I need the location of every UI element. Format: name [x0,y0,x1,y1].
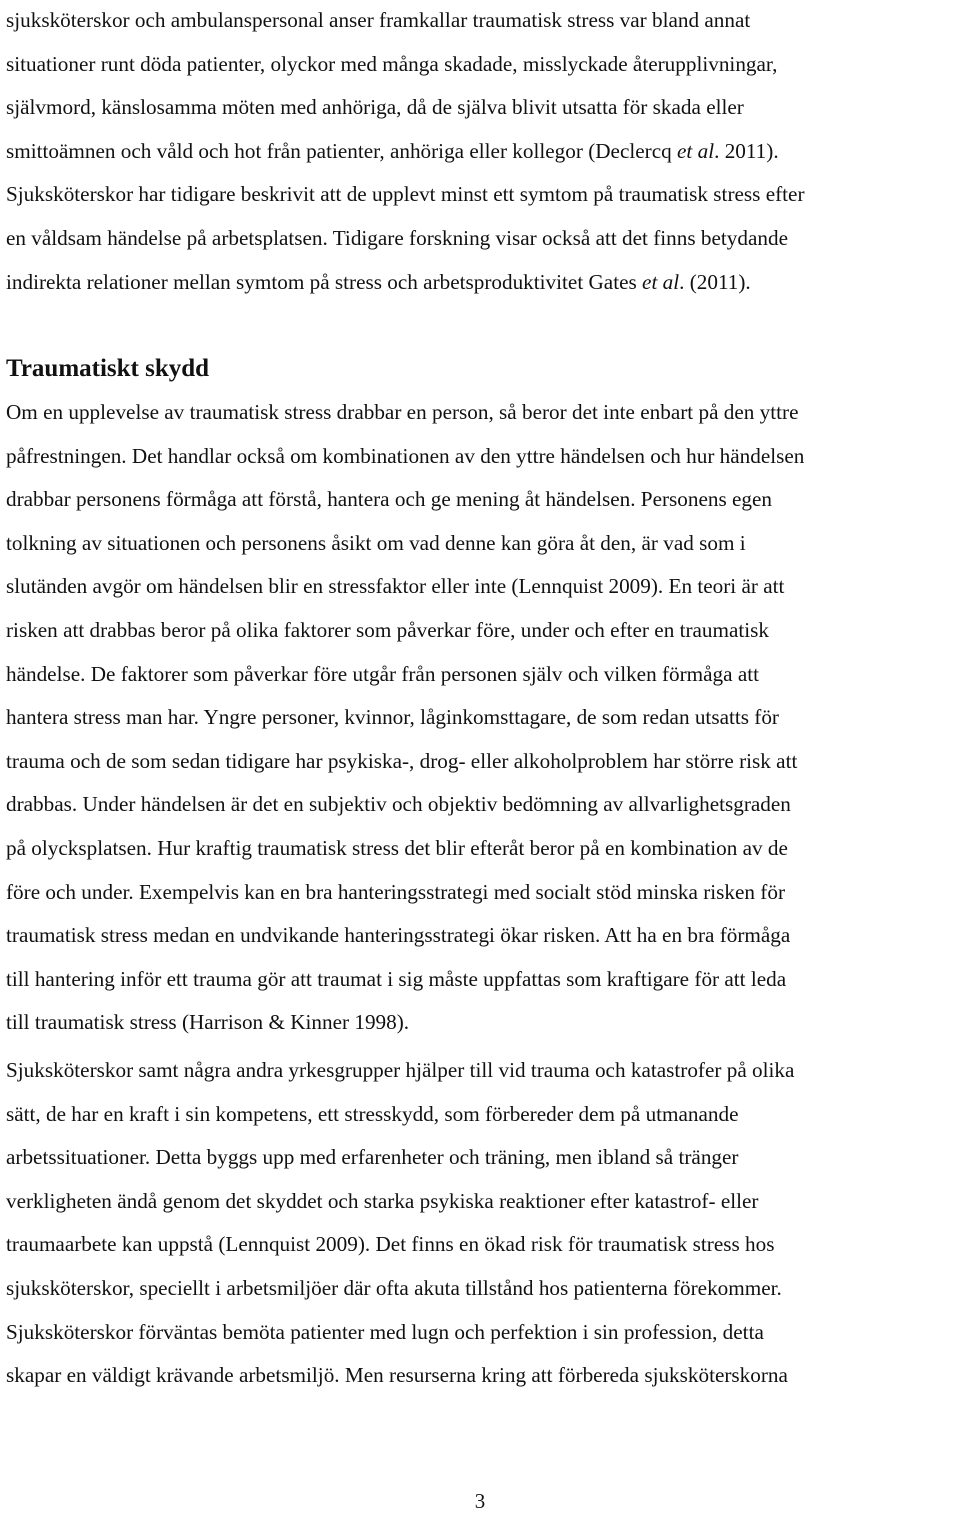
italic-citation: et al [642,269,680,294]
text-line: trauma och de som sedan tidigare har psykiska-, drog- eller alkoholproblem har större risk att [6,748,798,773]
text-line: risken att drabbas beror på olika faktorer som påverkar före, under och efter en traumatisk [6,617,770,642]
text-line: självmord, känslosamma möten med anhöriga, då de själva blivit utsatta för skada eller [6,95,744,120]
text-line: situationer runt döda patienter, olyckor med många skadade, misslyckade återupplivningar, [6,51,778,76]
text-line: på olycksplatsen. Hur kraftig traumatisk stress det blir efteråt beror på en kombination av de [6,835,788,860]
text-line: påfrestningen. Det handlar också om kombinationen av den yttre händelsen och hur händelsen [6,443,805,468]
page-number: 3 [474,1489,486,1513]
text-line: slutänden avgör om händelsen blir en stressfaktor eller inte (Lennquist 2009). En teori är att [6,574,785,599]
text-line: Sjuksköterskor förväntas bemöta patienter med lugn och perfektion i sin profession, detta [6,1319,764,1344]
italic-citation: et al [677,138,715,163]
text-line: en våldsam händelse på arbetsplatsen. Tidigare forskning visar också att det finns betydande [6,225,788,250]
text-line: sjuksköterskor och ambulanspersonal anser framkallar traumatisk stress var bland annat [6,8,751,32]
intro-paragraph [6,0,954,304]
text-line: drabbar personens förmåga att förstå, hantera och ge mening åt händelsen. Personens egen [6,487,772,512]
text-line: drabbas. Under händelsen är det en subjektiv och objektiv bedömning av allvarlighetsgraden [6,792,791,817]
text-line [6,130,954,174]
text-line: till traumatisk stress (Harrison & Kinner 1998). [6,1010,410,1035]
text-line: händelse. De faktorer som påverkar före utgår från personen själv och vilken förmåga att [6,661,760,686]
text-line: traumatisk stress medan en undvikande hanteringsstrategi ökar risken. Att ha en bra förmåga [6,923,791,948]
text-line: arbetssituationer. Detta byggs upp med erfarenheter och träning, men ibland så tränger [6,1145,739,1170]
text-segment: smittoämnen och våld och hot från patienter, anhöriga eller kollegor (Declercq [6,138,678,163]
section-heading: Traumatiskt skydd [6,355,210,382]
text-line: före och under. Exempelvis kan en bra hanteringsstrategi med socialt stöd minska risken för [6,879,786,904]
text-segment: . (2011). [679,269,751,294]
text-line: verkligheten ändå genom det skyddet och starka psykiska reaktioner efter katastrof- eller [6,1188,759,1213]
text-segment: indirekta relationer mellan symtom på stress och arbetsproduktivitet Gates [6,269,643,294]
text-line: tolkning av situationen och personens åsikt om vad denne kan göra åt den, är vad som i [6,530,746,555]
text-line: traumaarbete kan uppstå (Lennquist 2009). Det finns en ökad risk för traumatisk stress hos [6,1232,775,1257]
text-line: Sjuksköterskor har tidigare beskrivit att de upplevt minst ett symtom på traumatisk stress efter [6,182,805,207]
text-line [6,261,954,305]
text-line: skapar en väldigt krävande arbetsmiljö. Men resurserna kring att förbereda sjuksköterskorna [6,1363,788,1388]
text-segment: . 2011). [714,138,779,163]
text-line: Om en upplevelse av traumatisk stress drabbar en person, så beror det inte enbart på den yttre [6,400,799,424]
closing-paragraph [6,1049,954,1398]
section-paragraph [6,391,954,1045]
text-line: till hantering inför ett trauma gör att traumat i sig måste uppfattas som kraftigare för att leda [6,966,787,991]
text-line: Sjuksköterskor samt några andra yrkesgrupper hjälper till vid trauma och katastrofer på olika [6,1058,795,1082]
text-line: sjuksköterskor, speciellt i arbetsmiljöer där ofta akuta tillstånd hos patienterna förekommer. [6,1275,782,1300]
text-line: sätt, de har en kraft i sin kompetens, ett stresskydd, som förbereder dem på utmanande [6,1101,739,1126]
text-line: hantera stress man har. Yngre personer, kvinnor, låginkomsttagare, de som redan utsatts för [6,705,779,730]
